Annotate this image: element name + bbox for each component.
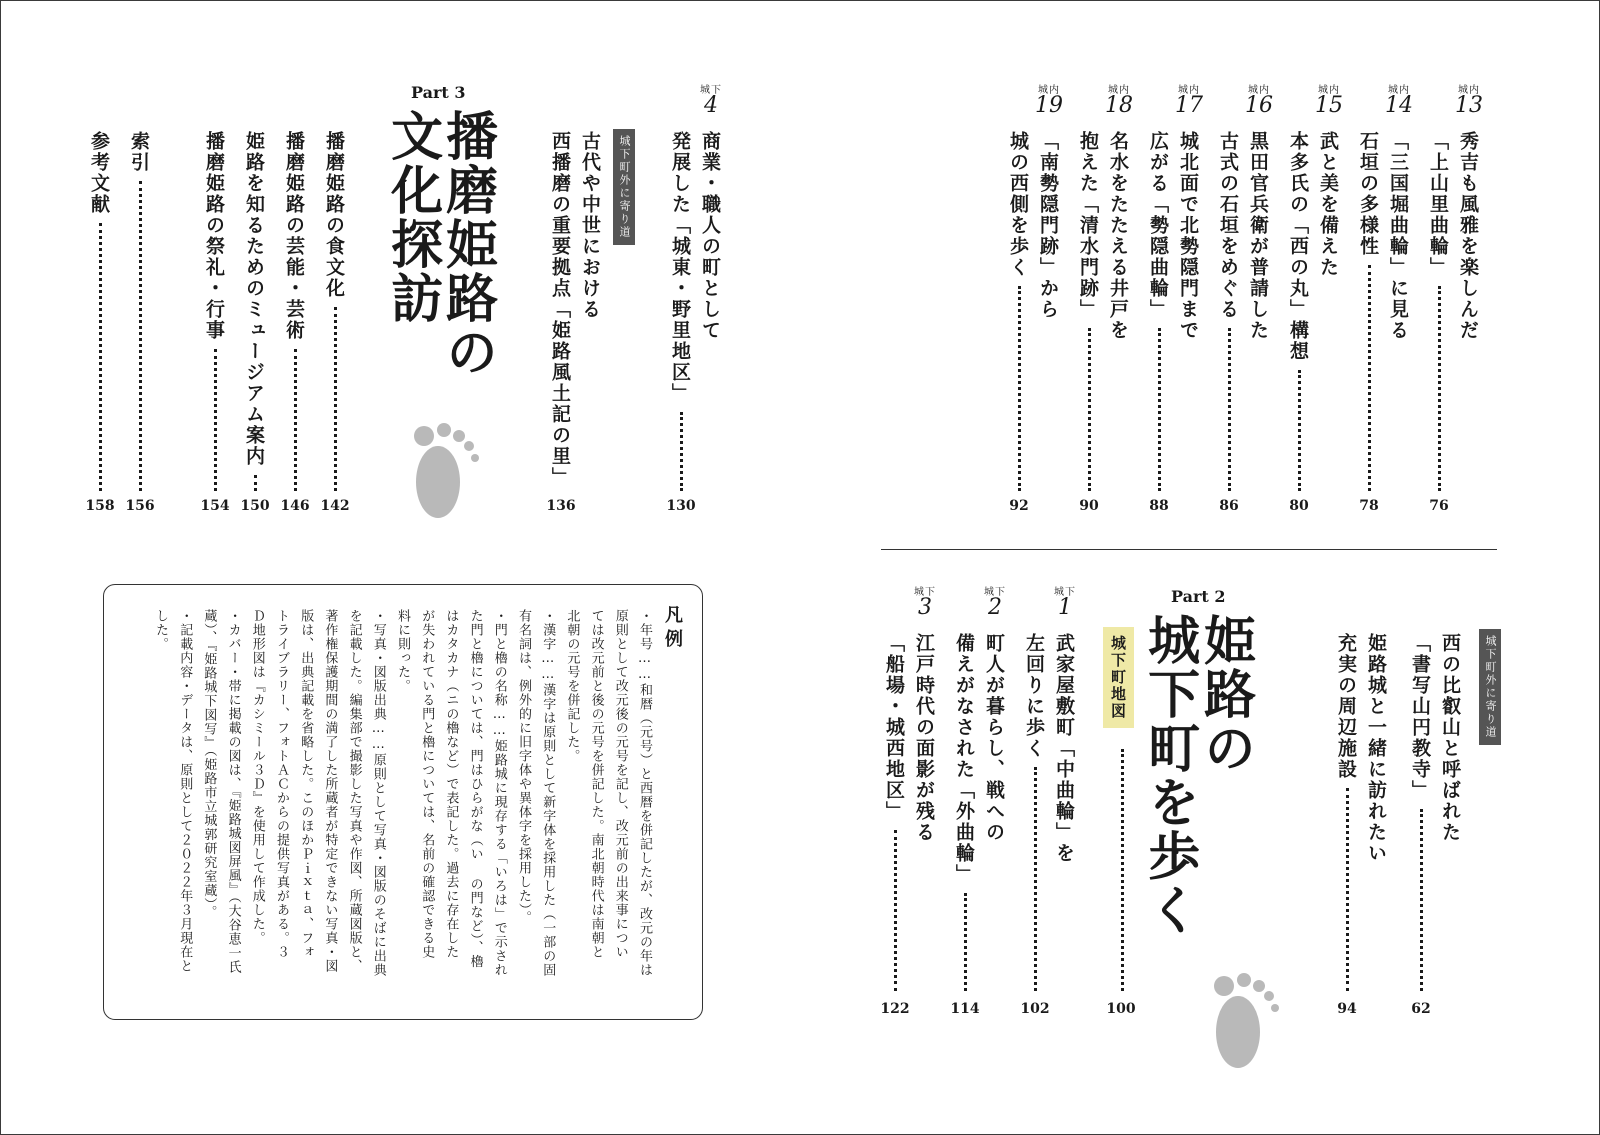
legend-text-line: 有名詞は、例外的に旧字体や異体字を採用した）。 [516, 609, 531, 925]
page-number: 114 [950, 1001, 980, 1017]
leader-dots [1121, 749, 1124, 991]
leader-dots [1228, 328, 1231, 491]
leader-dots [894, 830, 897, 991]
toc-entry-line: 古代や中世における [579, 131, 601, 320]
leader-dots [1420, 809, 1423, 991]
toc-entry-line: 西の比叡山と呼ばれた [1439, 633, 1461, 843]
page-number: 94 [1337, 1001, 1357, 1017]
toc-entry-line: 「南勢隠門跡」から [1037, 131, 1059, 320]
toc-number: 19 [1035, 93, 1063, 118]
toc-entry-line: 城北面で北勢隠門まで [1177, 131, 1199, 341]
page-number: 158 [85, 498, 115, 514]
toc-number-label: 城内 [1318, 85, 1340, 96]
legend-text-line: ・記載内容・データは、原則として２０２２年３月現在と [177, 609, 193, 973]
leader-dots [99, 223, 102, 491]
toc-entry-line: 秀吉も風雅を楽しんだ [1457, 131, 1479, 341]
leader-dots [680, 412, 683, 491]
toc-number: 4 [704, 93, 718, 118]
leader-dots [214, 349, 217, 491]
toc-entry-line: 石垣の多様性 [1357, 131, 1379, 257]
leader-dots [1088, 328, 1091, 491]
legend-text-line: した。 [153, 609, 168, 651]
footprint-icon [1196, 966, 1286, 1076]
leader-dots [964, 893, 967, 991]
toc-entry-line: 城の西側を歩く [1007, 131, 1029, 278]
part3-title-line1: 播磨姫路の [436, 109, 498, 379]
page-number: 76 [1429, 498, 1449, 514]
leader-dots [1346, 788, 1349, 991]
toc-number: 18 [1105, 93, 1133, 118]
legend-text-line: はカタカナ（ニの櫓など）で表記した。過去に存在した [443, 609, 459, 959]
part2-title-line1: 姫路の [1194, 613, 1256, 775]
toc-entry-line: 抱えた「清水門跡」 [1077, 131, 1099, 320]
section-divider [881, 549, 1497, 550]
toc-number-label: 城内 [1458, 85, 1480, 96]
leader-dots [1438, 286, 1441, 491]
legend-text-line: 料に則った。 [395, 609, 410, 693]
toc-entry-line: 「船場・城西地区」 [883, 633, 905, 822]
toc-entry-line: 武家屋敷町「中曲輪」を [1053, 633, 1075, 864]
leader-dots [1034, 767, 1037, 991]
page-number: 142 [320, 498, 350, 514]
toc-number-label: 城内 [1038, 85, 1060, 96]
toc-entry-line: 播磨姫路の祭礼・行事 [203, 131, 225, 341]
toc-entry-line: 参考文献 [88, 131, 110, 215]
page-number: 136 [546, 498, 576, 514]
toc-entry-line: 「書写山円教寺」 [1409, 633, 1431, 801]
page-number: 146 [280, 498, 310, 514]
legend-text-line: 著作権保護期間の満了した所蔵者が特定できない写真・図 [322, 609, 338, 973]
map-tag: 城下町地図 [1103, 627, 1134, 728]
toc-number-label: 城下 [984, 587, 1006, 598]
toc-entry-line: 姫路を知るためのミュージアム案内 [243, 131, 265, 467]
leader-dots [1298, 370, 1301, 491]
legend-text-line: を記載した。編集部で撮影した写真や作図、所蔵図版と、 [346, 609, 362, 973]
toc-number-label: 城内 [1178, 85, 1200, 96]
toc-number: 16 [1245, 93, 1273, 118]
toc-entry-line: 「三国堀曲輪」に見る [1387, 131, 1409, 341]
toc-entry-line: 広がる「勢隠曲輪」 [1147, 131, 1169, 320]
leader-dots [139, 181, 142, 491]
toc-entry-line: 「上山里曲輪」 [1427, 131, 1449, 278]
toc-entry-line: 西播磨の重要拠点「姫路風土記の里」 [549, 131, 571, 488]
side-trip-tag: 城下町外に寄り道 [613, 129, 635, 245]
legend-text-line: ・門と櫓の名称……姫路城に現存する「いろは」で示され [491, 609, 507, 977]
toc-entry-line: 播磨姫路の芸能・芸術 [283, 131, 305, 341]
legend-text-line: ・カバー・帯に掲載の図は、『姫路城図屏風』（大谷恵一氏 [225, 609, 241, 974]
toc-entry-line: 江戸時代の面影が残る [913, 633, 935, 843]
legend-text-line: 蔵）、『姫路城下図写』（姫路市立城郭研究室蔵）。 [201, 609, 217, 919]
toc-entry-line: 黒田官兵衛が普請した [1247, 131, 1269, 341]
toc-entry-line: 備えがなされた「外曲輪」 [953, 633, 975, 885]
part3-label: Part 3 [411, 83, 466, 102]
part3-title-line2: 文化探訪 [381, 109, 443, 325]
toc-entry-line: 本多氏の「西の丸」構想 [1287, 131, 1309, 362]
toc-number-label: 城下 [700, 85, 722, 96]
toc-entry-line: 姫路城と一緒に訪れたい [1365, 633, 1387, 864]
leader-dots [1018, 286, 1021, 491]
legend-text-line: が失われている門と櫓については、名前の確認できる史 [419, 609, 435, 959]
part2-title-line2: 城下町を歩く [1138, 613, 1200, 937]
page-number: 78 [1359, 498, 1379, 514]
legend-text-line: 北朝の元号を併記した。 [564, 609, 580, 763]
toc-entry-line: 名水をたたえる井戸を [1107, 131, 1129, 341]
legend-text-line: ・写真・図版出典……原則として写真・図版のそばに出典 [370, 609, 386, 977]
toc-entry-line: 左回りに歩く [1023, 633, 1045, 759]
side-trip-tag: 城下町外に寄り道 [1479, 629, 1501, 745]
toc-number: 17 [1175, 93, 1203, 118]
page-number: 62 [1411, 1001, 1431, 1017]
page-number: 88 [1149, 498, 1169, 514]
page-number: 130 [666, 498, 696, 514]
toc-number-label: 城内 [1108, 85, 1130, 96]
leader-dots [1368, 265, 1371, 491]
toc-entry-line: 充実の周辺施設 [1335, 633, 1357, 780]
legend-title: 凡例 [662, 605, 683, 653]
toc-entry-line: 商業・職人の町として [699, 131, 721, 341]
page-number: 86 [1219, 498, 1239, 514]
toc-number: 13 [1455, 93, 1483, 118]
toc-entry-line: 索引 [128, 131, 150, 173]
part2-label: Part 2 [1171, 587, 1226, 606]
page-number: 100 [1106, 1001, 1136, 1017]
page-number: 90 [1079, 498, 1099, 514]
legend-text-line: ・漢字……漢字は原則として新字体を採用した（一部の固 [540, 609, 556, 977]
toc-number: 14 [1385, 93, 1413, 118]
toc-number-label: 城下 [1054, 587, 1076, 598]
legend-text-line: Ｄ地形図は『カシミール３Ｄ』を使用して作成した。 [249, 609, 265, 945]
toc-entry-line: 発展した「城東・野里地区」 [669, 131, 691, 404]
toc-number-label: 城内 [1248, 85, 1270, 96]
page-number: 80 [1289, 498, 1309, 514]
page-number: 122 [880, 1001, 910, 1017]
page-number: 102 [1020, 1001, 1050, 1017]
toc-number: 1 [1058, 595, 1072, 620]
toc-entry-line: 播磨姫路の食文化 [323, 131, 345, 299]
toc-number-label: 城下 [914, 587, 936, 598]
page-number: 156 [125, 498, 155, 514]
toc-number: 3 [918, 595, 932, 620]
leader-dots [1158, 328, 1161, 491]
toc-entry-line: 古式の石垣をめぐる [1217, 131, 1239, 320]
legend-text-line: 原則として改元後の元号を記し、改元前の出来事につい [612, 609, 628, 959]
page-number: 150 [240, 498, 270, 514]
toc-number: 2 [988, 595, 1002, 620]
legend-text-line: ・年号……和暦（元号）と西暦を併記したが、改元の年は [637, 609, 652, 977]
legend-text-line: ては改元前と後の元号を併記した。南北朝時代は南朝と [588, 609, 604, 959]
page-number: 154 [200, 498, 230, 514]
legend-text-line: トライブラリー、フォトＡＣからの提供写真がある。３ [274, 609, 289, 959]
toc-number-label: 城内 [1388, 85, 1410, 96]
legend-text-line: た門と櫓については、門はひらがな（い の門など）、櫓 [467, 609, 483, 969]
toc-number: 15 [1315, 93, 1343, 118]
legend-text-line: 版は、出典記載を省略した。このほかＰｉｘｔａ、フォ [298, 609, 314, 959]
leader-dots [334, 307, 337, 491]
page-number: 92 [1009, 498, 1029, 514]
toc-entry-line: 武と美を備えた [1317, 131, 1339, 278]
footprint-icon [396, 416, 486, 526]
leader-dots [294, 349, 297, 491]
leader-dots [254, 475, 257, 491]
toc-entry-line: 町人が暮らし、戦への [983, 633, 1005, 843]
